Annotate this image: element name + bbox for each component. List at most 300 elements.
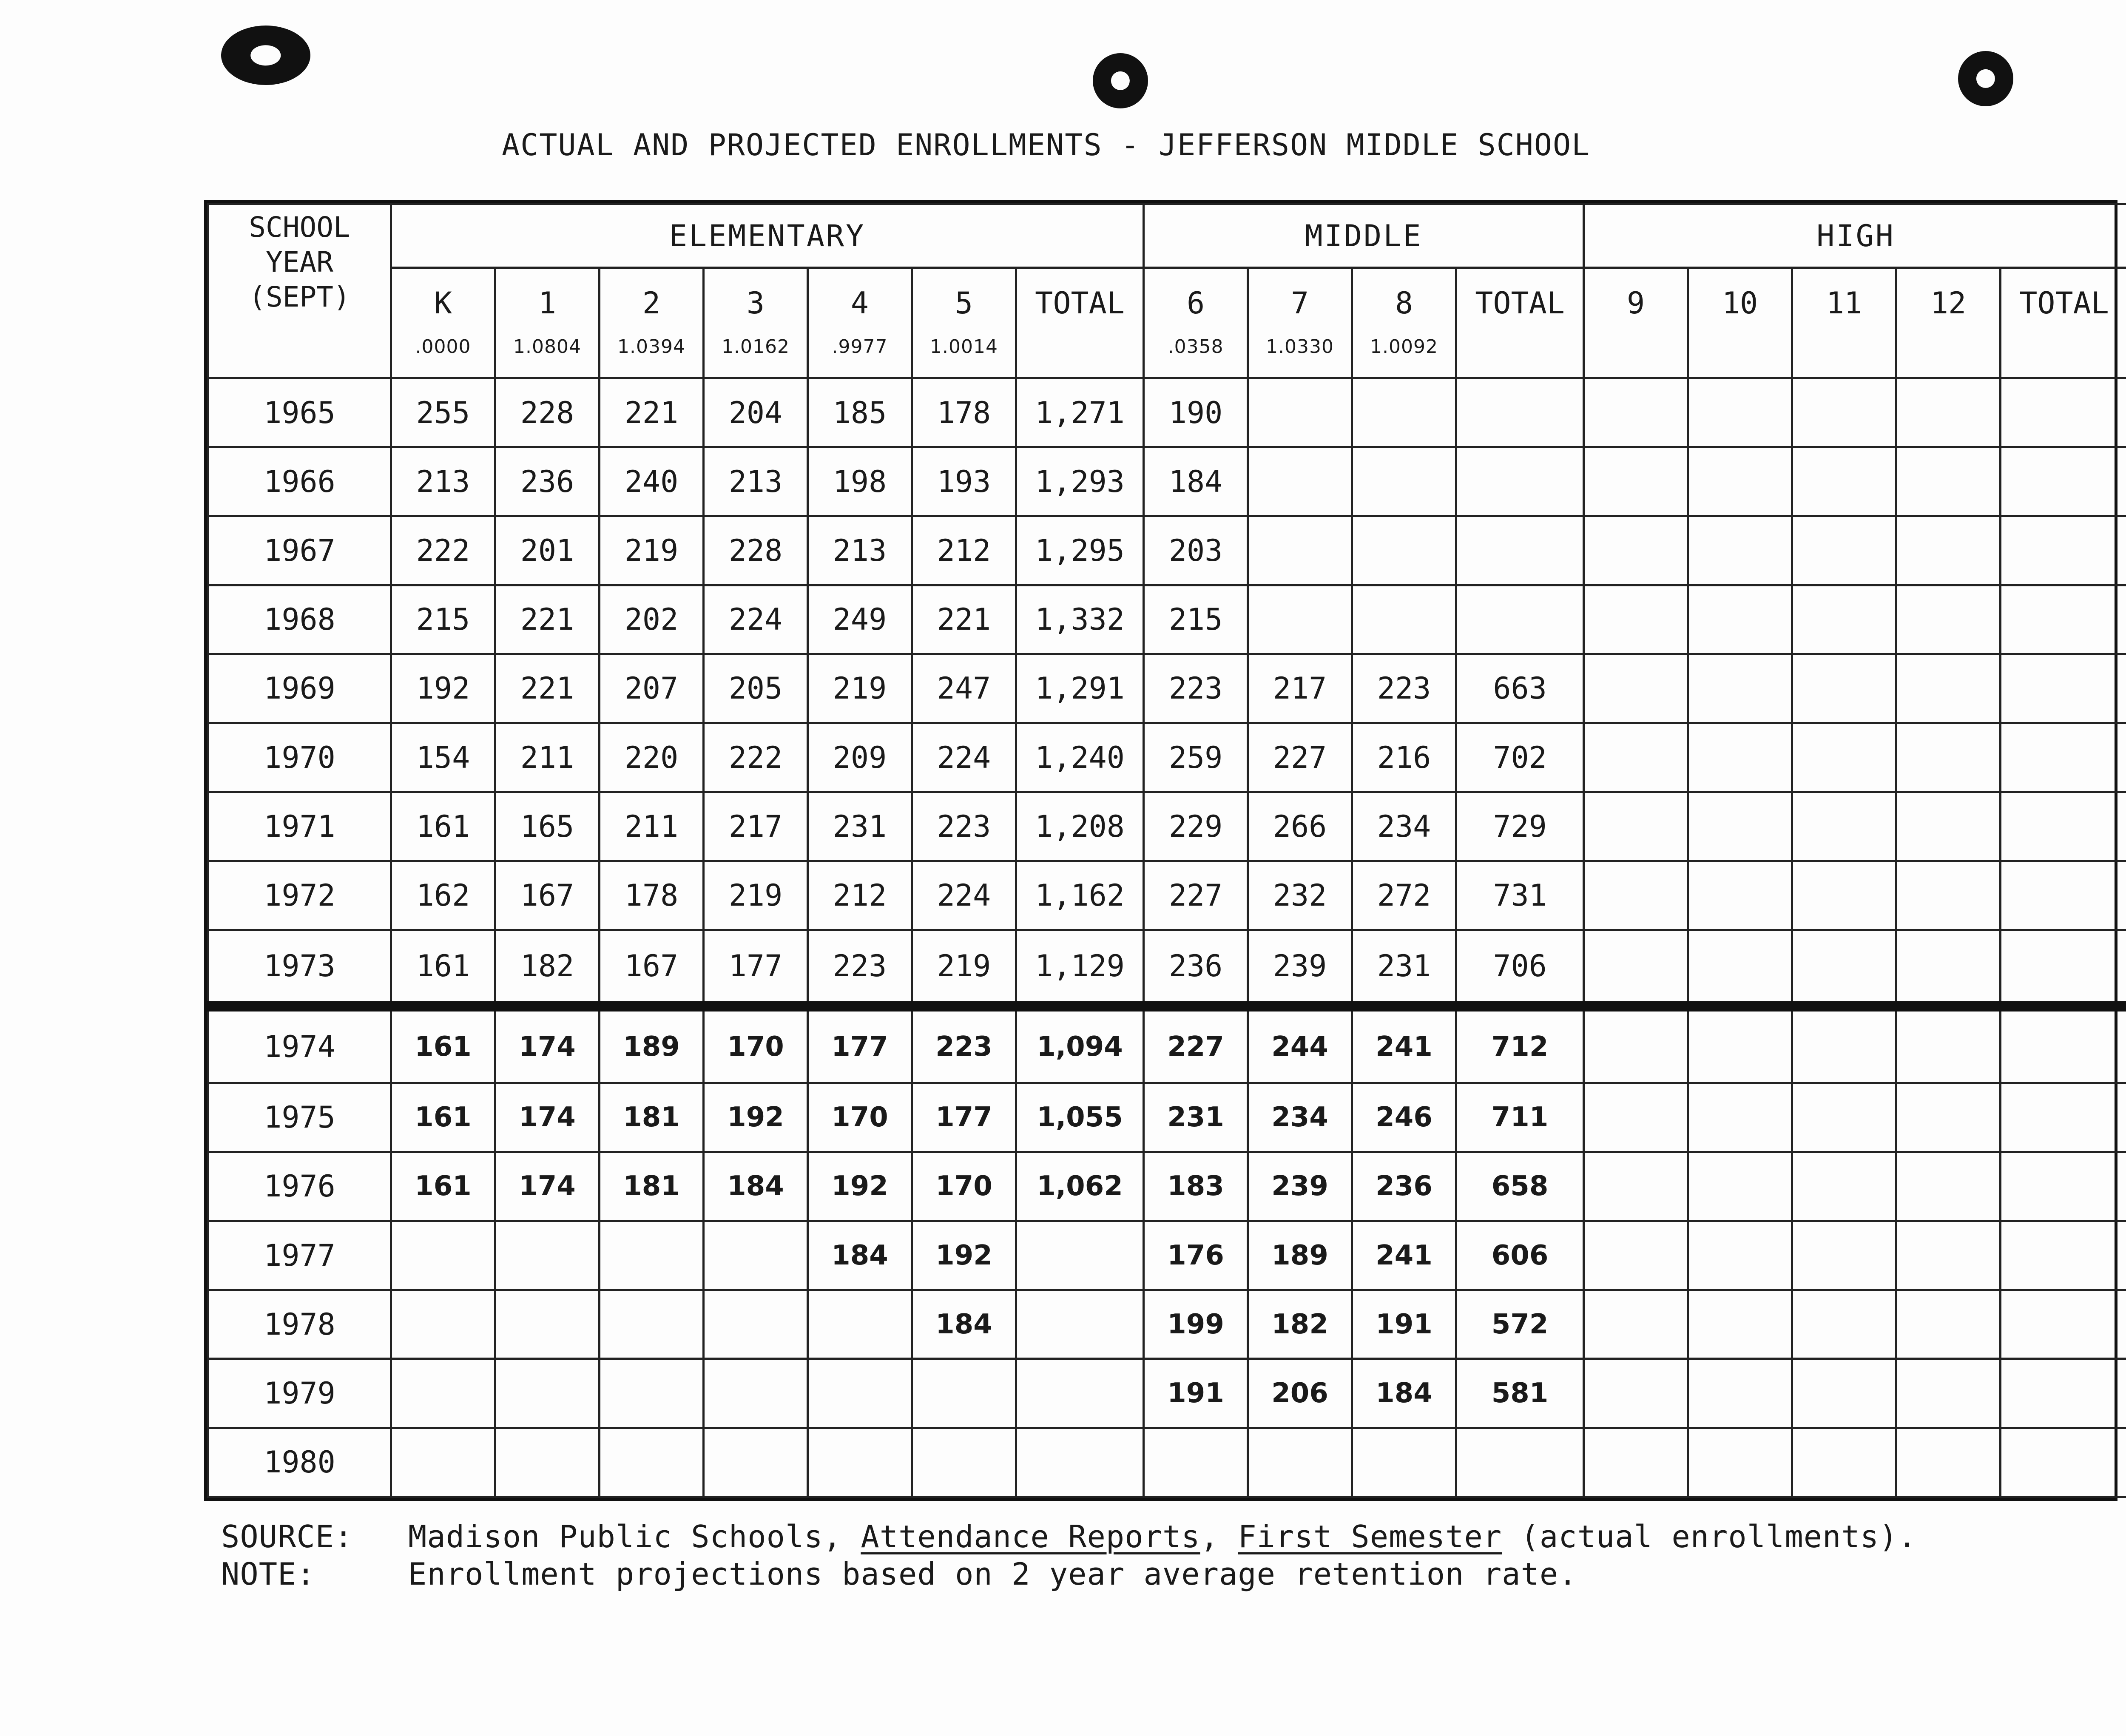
high-school-cell [2001, 654, 2126, 723]
enrollment-cell [391, 1221, 495, 1290]
source-label: SOURCE: [221, 1519, 353, 1554]
enrollment-cell: 161 [391, 930, 495, 1006]
enrollment-cell: 201 [495, 516, 600, 585]
enrollment-cell: 182 [495, 930, 600, 1006]
school-year-cell: 1977 [208, 1221, 391, 1290]
enrollment-cell: 1,240 [1016, 723, 1144, 792]
enrollment-cell: 222 [391, 516, 495, 585]
enrollment-cell: 211 [495, 723, 600, 792]
enrollment-cell [1016, 1290, 1144, 1359]
high-school-cell [2001, 1221, 2126, 1290]
enrollment-cell: 192 [704, 1083, 808, 1152]
enrollment-cell: 729 [1456, 792, 1584, 861]
column-header [1896, 268, 2001, 378]
enrollment-cell [495, 1221, 600, 1290]
enrollment-cell: 207 [600, 654, 704, 723]
enrollment-cell: 184 [704, 1152, 808, 1221]
school-year-header-line: YEAR [266, 246, 333, 278]
enrollment-cell: 227 [1144, 861, 1248, 930]
enrollment-cell: 165 [495, 792, 600, 861]
enrollment-cell [391, 1290, 495, 1359]
enrollment-cell: 221 [495, 585, 600, 654]
enrollment-cell: 161 [391, 1152, 495, 1221]
enrollment-cell: 234 [1352, 792, 1456, 861]
high-school-cell [1896, 1221, 2001, 1290]
table-row [208, 930, 2126, 1006]
enrollment-cell [1456, 447, 1584, 516]
enrollment-cell: 239 [1248, 930, 1352, 1006]
enrollment-cell: 663 [1456, 654, 1584, 723]
enrollment-cell: 1,162 [1016, 861, 1144, 930]
enrollment-cell: 223 [1352, 654, 1456, 723]
enrollment-cell: 1,271 [1016, 378, 1144, 447]
retention-rate: 1.0014 [930, 336, 998, 358]
high-school-cell [1688, 654, 1792, 723]
high-school-cell [2001, 861, 2126, 930]
enrollment-cell: 181 [600, 1152, 704, 1221]
high-school-cell [1896, 585, 2001, 654]
high-school-cell [1792, 516, 1896, 585]
school-year-cell: 1974 [208, 1006, 391, 1083]
enrollment-cell [912, 1359, 1016, 1428]
school-year-cell: 1978 [208, 1290, 391, 1359]
enrollment-cell: 219 [600, 516, 704, 585]
enrollment-cell [1352, 447, 1456, 516]
high-school-cell [1896, 723, 2001, 792]
enrollment-cell: 228 [495, 378, 600, 447]
column-label: K [434, 286, 452, 321]
enrollment-table [204, 200, 2117, 1501]
high-school-cell [2001, 723, 2126, 792]
table-row [208, 447, 2126, 516]
enrollment-cell: 177 [808, 1006, 912, 1083]
punch-hole-left [221, 26, 310, 85]
column-header [1688, 268, 1792, 378]
column-header [1016, 268, 1144, 378]
enrollment-cell: 189 [1248, 1221, 1352, 1290]
enrollment-cell: 702 [1456, 723, 1584, 792]
enrollment-cell: 227 [1248, 723, 1352, 792]
enrollment-cell: 191 [1352, 1290, 1456, 1359]
enrollment-cell: 223 [808, 930, 912, 1006]
enrollment-cell: 706 [1456, 930, 1584, 1006]
enrollment-cell: 161 [391, 792, 495, 861]
high-school-cell [1688, 861, 1792, 930]
enrollment-cell: 184 [1352, 1359, 1456, 1428]
enrollment-cell: 178 [600, 861, 704, 930]
source-text [408, 1518, 1917, 1555]
high-school-cell [2001, 516, 2126, 585]
table-row [208, 1006, 2126, 1083]
enrollment-cell: 224 [912, 861, 1016, 930]
column-header [495, 268, 600, 378]
high-school-cell [2001, 1006, 2126, 1083]
enrollment-cell: 240 [600, 447, 704, 516]
high-school-cell [1896, 1428, 2001, 1497]
high-school-cell [1688, 1428, 1792, 1497]
enrollment-cell: 239 [1248, 1152, 1352, 1221]
high-school-cell [2001, 378, 2126, 447]
high-school-cell [1688, 1152, 1792, 1221]
enrollment-cell: 184 [912, 1290, 1016, 1359]
enrollment-cell: 236 [495, 447, 600, 516]
enrollment-cell: 190 [1144, 378, 1248, 447]
enrollment-cell: 216 [1352, 723, 1456, 792]
enrollment-cell: 174 [495, 1006, 600, 1083]
table-row [208, 1428, 2126, 1497]
enrollment-cell: 212 [912, 516, 1016, 585]
table-row [208, 516, 2126, 585]
enrollment-cell: 215 [391, 585, 495, 654]
school-year-cell: 1969 [208, 654, 391, 723]
high-school-cell [1584, 723, 1688, 792]
enrollment-cell: 202 [600, 585, 704, 654]
source-section: First Semester [1238, 1519, 1502, 1554]
high-school-cell [1584, 792, 1688, 861]
enrollment-cell: 712 [1456, 1006, 1584, 1083]
enrollment-cell: 170 [912, 1152, 1016, 1221]
enrollment-cell: 231 [808, 792, 912, 861]
school-year-header-line: (SEPT) [249, 281, 350, 313]
column-header-row [208, 268, 2126, 378]
enrollment-cell [1248, 447, 1352, 516]
source-suffix: (actual enrollments). [1502, 1519, 1917, 1554]
column-header [2001, 268, 2126, 378]
column-header [600, 268, 704, 378]
column-header [1584, 268, 1688, 378]
source-prefix: Madison Public Schools, [408, 1519, 861, 1554]
column-label: 12 [1930, 286, 1967, 321]
table-row [208, 378, 2126, 447]
column-header [391, 268, 495, 378]
enrollment-cell: 170 [704, 1006, 808, 1083]
high-school-cell [2001, 1359, 2126, 1428]
enrollment-cell [600, 1428, 704, 1497]
retention-rate: .9977 [832, 336, 888, 358]
column-header [1352, 268, 1456, 378]
enrollment-cell: 1,129 [1016, 930, 1144, 1006]
enrollment-cell [495, 1428, 600, 1497]
high-school-cell [1896, 1083, 2001, 1152]
enrollment-cell: 162 [391, 861, 495, 930]
column-label: 3 [746, 286, 765, 321]
document-title: ACTUAL AND PROJECTED ENROLLMENTS - JEFFERSON MIDDLE SCHOOL [502, 128, 1591, 162]
enrollment-cell: 181 [600, 1083, 704, 1152]
enrollment-cell [808, 1428, 912, 1497]
enrollment-cell [1144, 1428, 1248, 1497]
enrollment-cell: 199 [1144, 1290, 1248, 1359]
retention-rate: 1.0330 [1266, 336, 1334, 358]
high-school-cell [1688, 930, 1792, 1006]
enrollment-cell: 236 [1144, 930, 1248, 1006]
column-header [1456, 268, 1584, 378]
high-school-cell [1688, 378, 1792, 447]
enrollment-cell: 174 [495, 1083, 600, 1152]
high-school-cell [2001, 447, 2126, 516]
high-school-cell [1688, 1006, 1792, 1083]
school-year-cell: 1967 [208, 516, 391, 585]
enrollment-cell: 198 [808, 447, 912, 516]
enrollment-cell: 1,062 [1016, 1152, 1144, 1221]
column-label: 8 [1395, 286, 1413, 321]
enrollment-cell: 167 [495, 861, 600, 930]
enrollment-cell: 231 [1352, 930, 1456, 1006]
high-school-cell [1584, 861, 1688, 930]
enrollment-cell: 219 [808, 654, 912, 723]
enrollment-cell: 266 [1248, 792, 1352, 861]
enrollment-cell: 259 [1144, 723, 1248, 792]
high-school-cell [1896, 378, 2001, 447]
enrollment-cell: 219 [704, 861, 808, 930]
enrollment-cell: 204 [704, 378, 808, 447]
enrollment-cell: 189 [600, 1006, 704, 1083]
enrollment-cell: 234 [1248, 1083, 1352, 1152]
enrollment-cell [808, 1359, 912, 1428]
enrollment-cell: 192 [391, 654, 495, 723]
column-header [808, 268, 912, 378]
enrollment-cell: 223 [912, 1006, 1016, 1083]
enrollment-cell: 185 [808, 378, 912, 447]
source-notes [221, 1518, 1917, 1593]
school-year-cell: 1975 [208, 1083, 391, 1152]
high-school-cell [1584, 1428, 1688, 1497]
column-header [1248, 268, 1352, 378]
enrollment-cell: 231 [1144, 1083, 1248, 1152]
enrollment-cell: 217 [1248, 654, 1352, 723]
enrollment-cell: 731 [1456, 861, 1584, 930]
table-row [208, 861, 2126, 930]
enrollment-cell: 203 [1144, 516, 1248, 585]
enrollment-cell: 224 [704, 585, 808, 654]
enrollment-cell [704, 1359, 808, 1428]
enrollment-cell: 221 [912, 585, 1016, 654]
enrollment-cell: 241 [1352, 1006, 1456, 1083]
enrollment-cell: 213 [391, 447, 495, 516]
punch-hole-center [1093, 53, 1148, 108]
enrollment-cell: 192 [808, 1152, 912, 1221]
high-school-cell [1792, 930, 1896, 1006]
high-school-cell [2001, 792, 2126, 861]
high-school-cell [1584, 378, 1688, 447]
enrollment-cell: 217 [704, 792, 808, 861]
high-school-cell [1896, 654, 2001, 723]
enrollment-cell [1456, 585, 1584, 654]
enrollment-cell [1456, 516, 1584, 585]
enrollment-cell: 581 [1456, 1359, 1584, 1428]
high-school-cell [1688, 792, 1792, 861]
high-school-cell [1896, 1152, 2001, 1221]
enrollment-cell [704, 1290, 808, 1359]
enrollment-cell: 222 [704, 723, 808, 792]
high-school-cell [1792, 861, 1896, 930]
high-school-cell [2001, 585, 2126, 654]
high-school-cell [2001, 1083, 2126, 1152]
enrollment-cell [600, 1359, 704, 1428]
enrollment-cell [1352, 378, 1456, 447]
high-school-cell [1896, 1006, 2001, 1083]
high-school-cell [1792, 654, 1896, 723]
retention-rate: 1.0804 [513, 336, 581, 358]
enrollment-cell [808, 1290, 912, 1359]
enrollment-cell: 219 [912, 930, 1016, 1006]
column-label: TOTAL [1475, 286, 1565, 321]
school-year-cell: 1972 [208, 861, 391, 930]
high-school-cell [1792, 1006, 1896, 1083]
enrollment-cell: 215 [1144, 585, 1248, 654]
high-school-cell [1792, 585, 1896, 654]
enrollment-cell: 246 [1352, 1083, 1456, 1152]
high-school-cell [1896, 930, 2001, 1006]
enrollment-cell [912, 1428, 1016, 1497]
column-header [1792, 268, 1896, 378]
punch-hole-right [1958, 51, 2013, 106]
retention-rate: .0358 [1168, 336, 1224, 358]
enrollment-cell [1352, 585, 1456, 654]
enrollment-cell: 247 [912, 654, 1016, 723]
column-label: 11 [1826, 286, 1862, 321]
group-header-row [208, 204, 2126, 268]
enrollment-cell: 192 [912, 1221, 1016, 1290]
high-school-cell [1688, 516, 1792, 585]
table-row [208, 1083, 2126, 1152]
high-school-cell [1584, 447, 1688, 516]
high-school-cell [2001, 930, 2126, 1006]
high-school-cell [1792, 447, 1896, 516]
enrollment-cell [391, 1359, 495, 1428]
enrollment-cell: 206 [1248, 1359, 1352, 1428]
column-header [1144, 268, 1248, 378]
enrollment-cell: 220 [600, 723, 704, 792]
enrollment-cell: 223 [912, 792, 1016, 861]
enrollment-cell [495, 1290, 600, 1359]
enrollment-cell [1456, 1428, 1584, 1497]
column-label: 10 [1722, 286, 1758, 321]
source-separator: , [1200, 1519, 1238, 1554]
enrollment-cell: 177 [912, 1083, 1016, 1152]
school-year-header-line: SCHOOL [249, 211, 350, 244]
high-school-cell [1584, 654, 1688, 723]
enrollment-cell: 174 [495, 1152, 600, 1221]
enrollment-table-body [208, 378, 2126, 1497]
enrollment-cell: 232 [1248, 861, 1352, 930]
high-school-cell [1584, 1359, 1688, 1428]
high-school-cell [1584, 1152, 1688, 1221]
column-label: TOTAL [1035, 286, 1125, 321]
column-label: 7 [1290, 286, 1309, 321]
enrollment-cell [495, 1359, 600, 1428]
enrollment-cell [1248, 516, 1352, 585]
high-school-cell [2001, 1152, 2126, 1221]
enrollment-cell: 1,291 [1016, 654, 1144, 723]
source-publication: Attendance Reports [861, 1519, 1200, 1554]
enrollment-cell: 606 [1456, 1221, 1584, 1290]
enrollment-cell: 1,332 [1016, 585, 1144, 654]
high-school-cell [1584, 516, 1688, 585]
high-school-cell [1896, 861, 2001, 930]
column-label: 2 [642, 286, 661, 321]
table-row [208, 723, 2126, 792]
enrollment-cell: 176 [1144, 1221, 1248, 1290]
enrollment-cell: 236 [1352, 1152, 1456, 1221]
enrollment-cell [1248, 585, 1352, 654]
enrollment-cell: 177 [704, 930, 808, 1006]
enrollment-cell: 228 [704, 516, 808, 585]
enrollment-cell: 572 [1456, 1290, 1584, 1359]
school-year-cell: 1971 [208, 792, 391, 861]
enrollment-cell: 154 [391, 723, 495, 792]
high-school-cell [1584, 1290, 1688, 1359]
high-school-cell [1792, 792, 1896, 861]
enrollment-cell: 223 [1144, 654, 1248, 723]
enrollment-cell: 221 [600, 378, 704, 447]
school-year-cell: 1973 [208, 930, 391, 1006]
enrollment-cell: 209 [808, 723, 912, 792]
high-school-cell [1792, 1428, 1896, 1497]
enrollment-cell [704, 1428, 808, 1497]
enrollment-cell: 170 [808, 1083, 912, 1152]
high-school-cell [2001, 1428, 2126, 1497]
column-label: TOTAL [2019, 286, 2109, 321]
retention-rate: .0000 [415, 336, 471, 358]
enrollment-cell [1248, 378, 1352, 447]
enrollment-cell: 161 [391, 1006, 495, 1083]
enrollment-cell: 167 [600, 930, 704, 1006]
column-label: 6 [1186, 286, 1205, 321]
enrollment-cell: 1,295 [1016, 516, 1144, 585]
retention-rate: 1.0092 [1370, 336, 1438, 358]
enrollment-cell [1456, 378, 1584, 447]
high-school-cell [1584, 1221, 1688, 1290]
enrollment-cell [600, 1290, 704, 1359]
enrollment-cell: 224 [912, 723, 1016, 792]
enrollment-cell: 205 [704, 654, 808, 723]
column-label: 9 [1626, 286, 1645, 321]
enrollment-cell [1248, 1428, 1352, 1497]
school-year-cell: 1970 [208, 723, 391, 792]
note-label: NOTE: [221, 1556, 315, 1592]
enrollment-cell: 244 [1248, 1006, 1352, 1083]
school-year-header [208, 204, 391, 378]
enrollment-cell: 227 [1144, 1006, 1248, 1083]
enrollment-cell: 182 [1248, 1290, 1352, 1359]
enrollment-cell: 658 [1456, 1152, 1584, 1221]
high-school-cell [1896, 1290, 2001, 1359]
source-line [221, 1518, 1917, 1555]
middle-group-header: MIDDLE [1144, 204, 1584, 268]
school-year-cell: 1965 [208, 378, 391, 447]
enrollment-cell [391, 1428, 495, 1497]
enrollment-cell [1352, 1428, 1456, 1497]
enrollment-cell: 272 [1352, 861, 1456, 930]
enrollment-cell: 1,094 [1016, 1006, 1144, 1083]
enrollment-cell: 212 [808, 861, 912, 930]
high-school-cell [1792, 1221, 1896, 1290]
enrollment-cell: 213 [704, 447, 808, 516]
high-school-cell [1688, 1083, 1792, 1152]
enrollment-cell: 241 [1352, 1221, 1456, 1290]
high-school-cell [2001, 1290, 2126, 1359]
high-school-cell [1792, 378, 1896, 447]
table-row [208, 1290, 2126, 1359]
enrollment-cell: 1,055 [1016, 1083, 1144, 1152]
table-row [208, 1152, 2126, 1221]
school-year-cell: 1976 [208, 1152, 391, 1221]
high-school-cell [1688, 447, 1792, 516]
high-school-cell [1792, 723, 1896, 792]
retention-rate: 1.0162 [722, 336, 790, 358]
enrollment-cell: 184 [1144, 447, 1248, 516]
enrollment-cell: 191 [1144, 1359, 1248, 1428]
